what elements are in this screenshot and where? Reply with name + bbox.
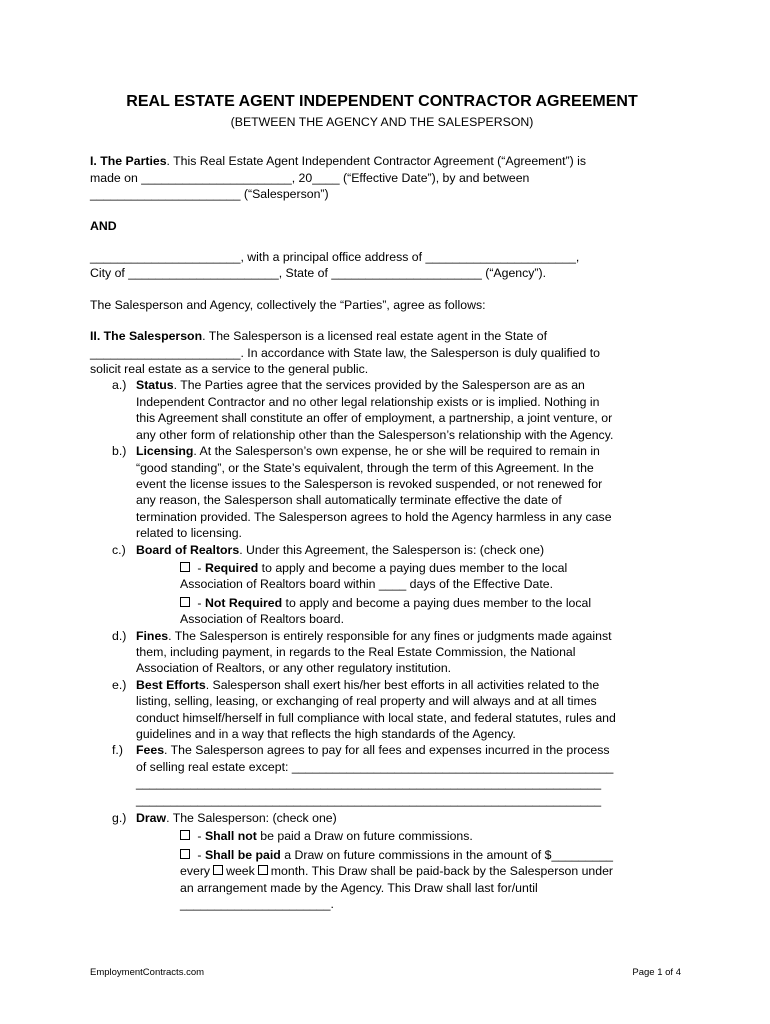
clause-licensing: b.) Licensing. At the Salesperson’s own expense, he or she will be required to remain in “good standing”, or the State’s equivalent, through the term of this Agreement. In the event the license issues to the Salesperson is revoked suspended, or not renewed for any reason, the Salesperson shall automatically terminate effective the date of termination provided. The Salesperson agrees to hold the Agency harmless in any case related to licensing. bbox=[112, 444, 612, 541]
option-term: Not Required bbox=[204, 595, 283, 610]
week-checkbox[interactable] bbox=[213, 865, 223, 875]
parties-heading: I. The Parties bbox=[90, 154, 167, 169]
month-checkbox[interactable] bbox=[258, 865, 268, 875]
agency-line: City of ______________________, State of ______________________ (“Agency”). bbox=[90, 266, 547, 281]
clause-term: Fines bbox=[136, 628, 169, 643]
clause-marker: f.) bbox=[112, 743, 123, 758]
clause-marker: e.) bbox=[112, 677, 127, 692]
clause-draw: g.) Draw. The Salesperson: (check one) bbox=[112, 811, 337, 826]
parties-line: . This Real Estate Agent Independent Contractor Agreement (“Agreement”) is bbox=[166, 154, 587, 169]
document-title: REAL ESTATE AGENT INDEPENDENT CONTRACTOR AGREEMENT bbox=[126, 93, 638, 110]
footer-page-number: Page 1 of 4 bbox=[632, 967, 681, 978]
page-footer bbox=[90, 965, 681, 981]
option-term: Required bbox=[204, 560, 259, 575]
agency-line: ______________________, with a principal office address of ______________________, bbox=[90, 250, 580, 265]
clause-term: Draw bbox=[136, 811, 167, 826]
clause-term: Best Efforts bbox=[136, 677, 206, 692]
clause-term: Status bbox=[136, 378, 174, 393]
not-required-checkbox[interactable] bbox=[180, 597, 190, 607]
required-checkbox[interactable] bbox=[180, 562, 190, 572]
clause-status: a.) Status. The Parties agree that the services provided by the Salesperson are as an Independent Contractor and no other legal relationship exists or is implied. Nothing in this Agreement shall constitute an offer of employment, a partnership, a joint venture, or any other form of relationship other than the Salesperson’s relationship with the Agency. bbox=[112, 378, 614, 442]
clause-marker: d.) bbox=[112, 628, 127, 643]
clause-term: Licensing bbox=[136, 444, 194, 459]
and-heading: AND bbox=[90, 218, 117, 233]
salesperson-section: II. The Salesperson. The Salesperson is a licensed real estate agent in the State of ______________________. In accordance with State law, the Salesperson is duly qualified to solicit real estate as a service to the general public. a.) Status. The Parties agree that the services provided by the Salesperson are as an Independent Contractor and no other legal relationship exists or is implied. Nothing in this Agreement shall constitute an offer of employment, a partnership, a joint venture, or any other form of relationship other than the Salesperson’s relationship with the Agency. b.) Licensing. At the Salesperson’s own expense, he or she will be required to remain in “good standing”, or the State’s equivalent, through the term of this Agreement. In the event the license issues to the Salesperson is revoked suspended, or not renewed for any reason, the Salesperson shall automatically terminate effective the date of termination provided. The Salesperson agrees to hold the Agency harmless in any case related to licensing. c.) Board of Realtors. Under this Agreement, the Salesperson is: (check one) - Required to apply and become a paying dues member to the local Association of Realtors board within ____ days of the Effective Date. - Not Required to apply and become a paying dues member to the local Association of Realtors board. d.) Fines. The Salesperson is entirely responsible for any fines or judgments made against them, including payment, in regards to the Real Estate Commission, the National Association of Realtors, or any other regulatory institution. e.) Best Efforts. Salesperson shall exert his/her best efforts in all activities related to the listing, selling, leasing, or exchanging of real property and will always and at all times conduct himself/herself in full compliance with local state, and federal statutes, rules and guidelines and in a way that reflects the high standards of the Agency. f.) Fees. The Salesperson agrees to pay for all fees and expenses incurred in the process of selling real estate except: _______________________________________________ ____________________________________________________________________ ____________________________________________________________________ g.) Draw. The Salesperson: (check one) - Shall not be paid a Draw on future commissions. - Shall be paid a Draw on future commissions in the amount of $_________ every week month. This Draw shall be paid-back by the Salesperson under an arrangement made by the Agency. This Draw shall last for/until ______________________. bbox=[90, 328, 674, 912]
clause-marker: g.) bbox=[112, 811, 127, 826]
shall-be-paid-checkbox[interactable] bbox=[180, 849, 190, 859]
clause-board-of-realtors: c.) Board of Realtors. Under this Agreement, the Salesperson is: (check one) bbox=[112, 542, 545, 557]
parties-section bbox=[90, 153, 674, 313]
option-term: Shall not bbox=[204, 829, 257, 844]
option-term: Shall be paid bbox=[204, 847, 281, 862]
parties-collective: The Salesperson and Agency, collectively the “Parties”, agree as follows: bbox=[90, 297, 486, 312]
clause-marker: a.) bbox=[112, 378, 127, 393]
parties-line: ______________________ (“Salesperson”) bbox=[90, 187, 329, 202]
clause-fees: f.) Fees. The Salesperson agrees to pay for all fees and expenses incurred in the process of selling real estate except: _______________________________________________ ____________________________________________________________________ ____________________________________________________________________ bbox=[112, 743, 614, 807]
salesperson-heading: II. The Salesperson bbox=[90, 329, 203, 344]
clause-term: Fees bbox=[136, 743, 165, 758]
clause-marker: c.) bbox=[112, 542, 126, 557]
clause-marker: b.) bbox=[112, 444, 127, 459]
clause-term: Board of Realtors bbox=[136, 542, 240, 557]
footer-site: EmploymentContracts.com bbox=[90, 967, 205, 978]
document-subtitle: (BETWEEN THE AGENCY AND THE SALESPERSON) bbox=[230, 115, 534, 129]
clause-fines: d.) Fines. The Salesperson is entirely responsible for any fines or judgments made against them, including payment, in regards to the Real Estate Commission, the National Association of Realtors, or any other regulatory institution. bbox=[112, 628, 612, 676]
shall-not-checkbox[interactable] bbox=[180, 830, 190, 840]
clause-best-efforts: e.) Best Efforts. Salesperson shall exert his/her best efforts in all activities related to the listing, selling, leasing, or exchanging of real property and will always and at all times conduct himself/herself in full compliance with local state, and federal statutes, rules and guidelines and in a way that reflects the high standards of the Agency. bbox=[112, 677, 616, 741]
parties-line: made on ______________________, 20____ (“Effective Date”), by and between bbox=[90, 170, 530, 185]
